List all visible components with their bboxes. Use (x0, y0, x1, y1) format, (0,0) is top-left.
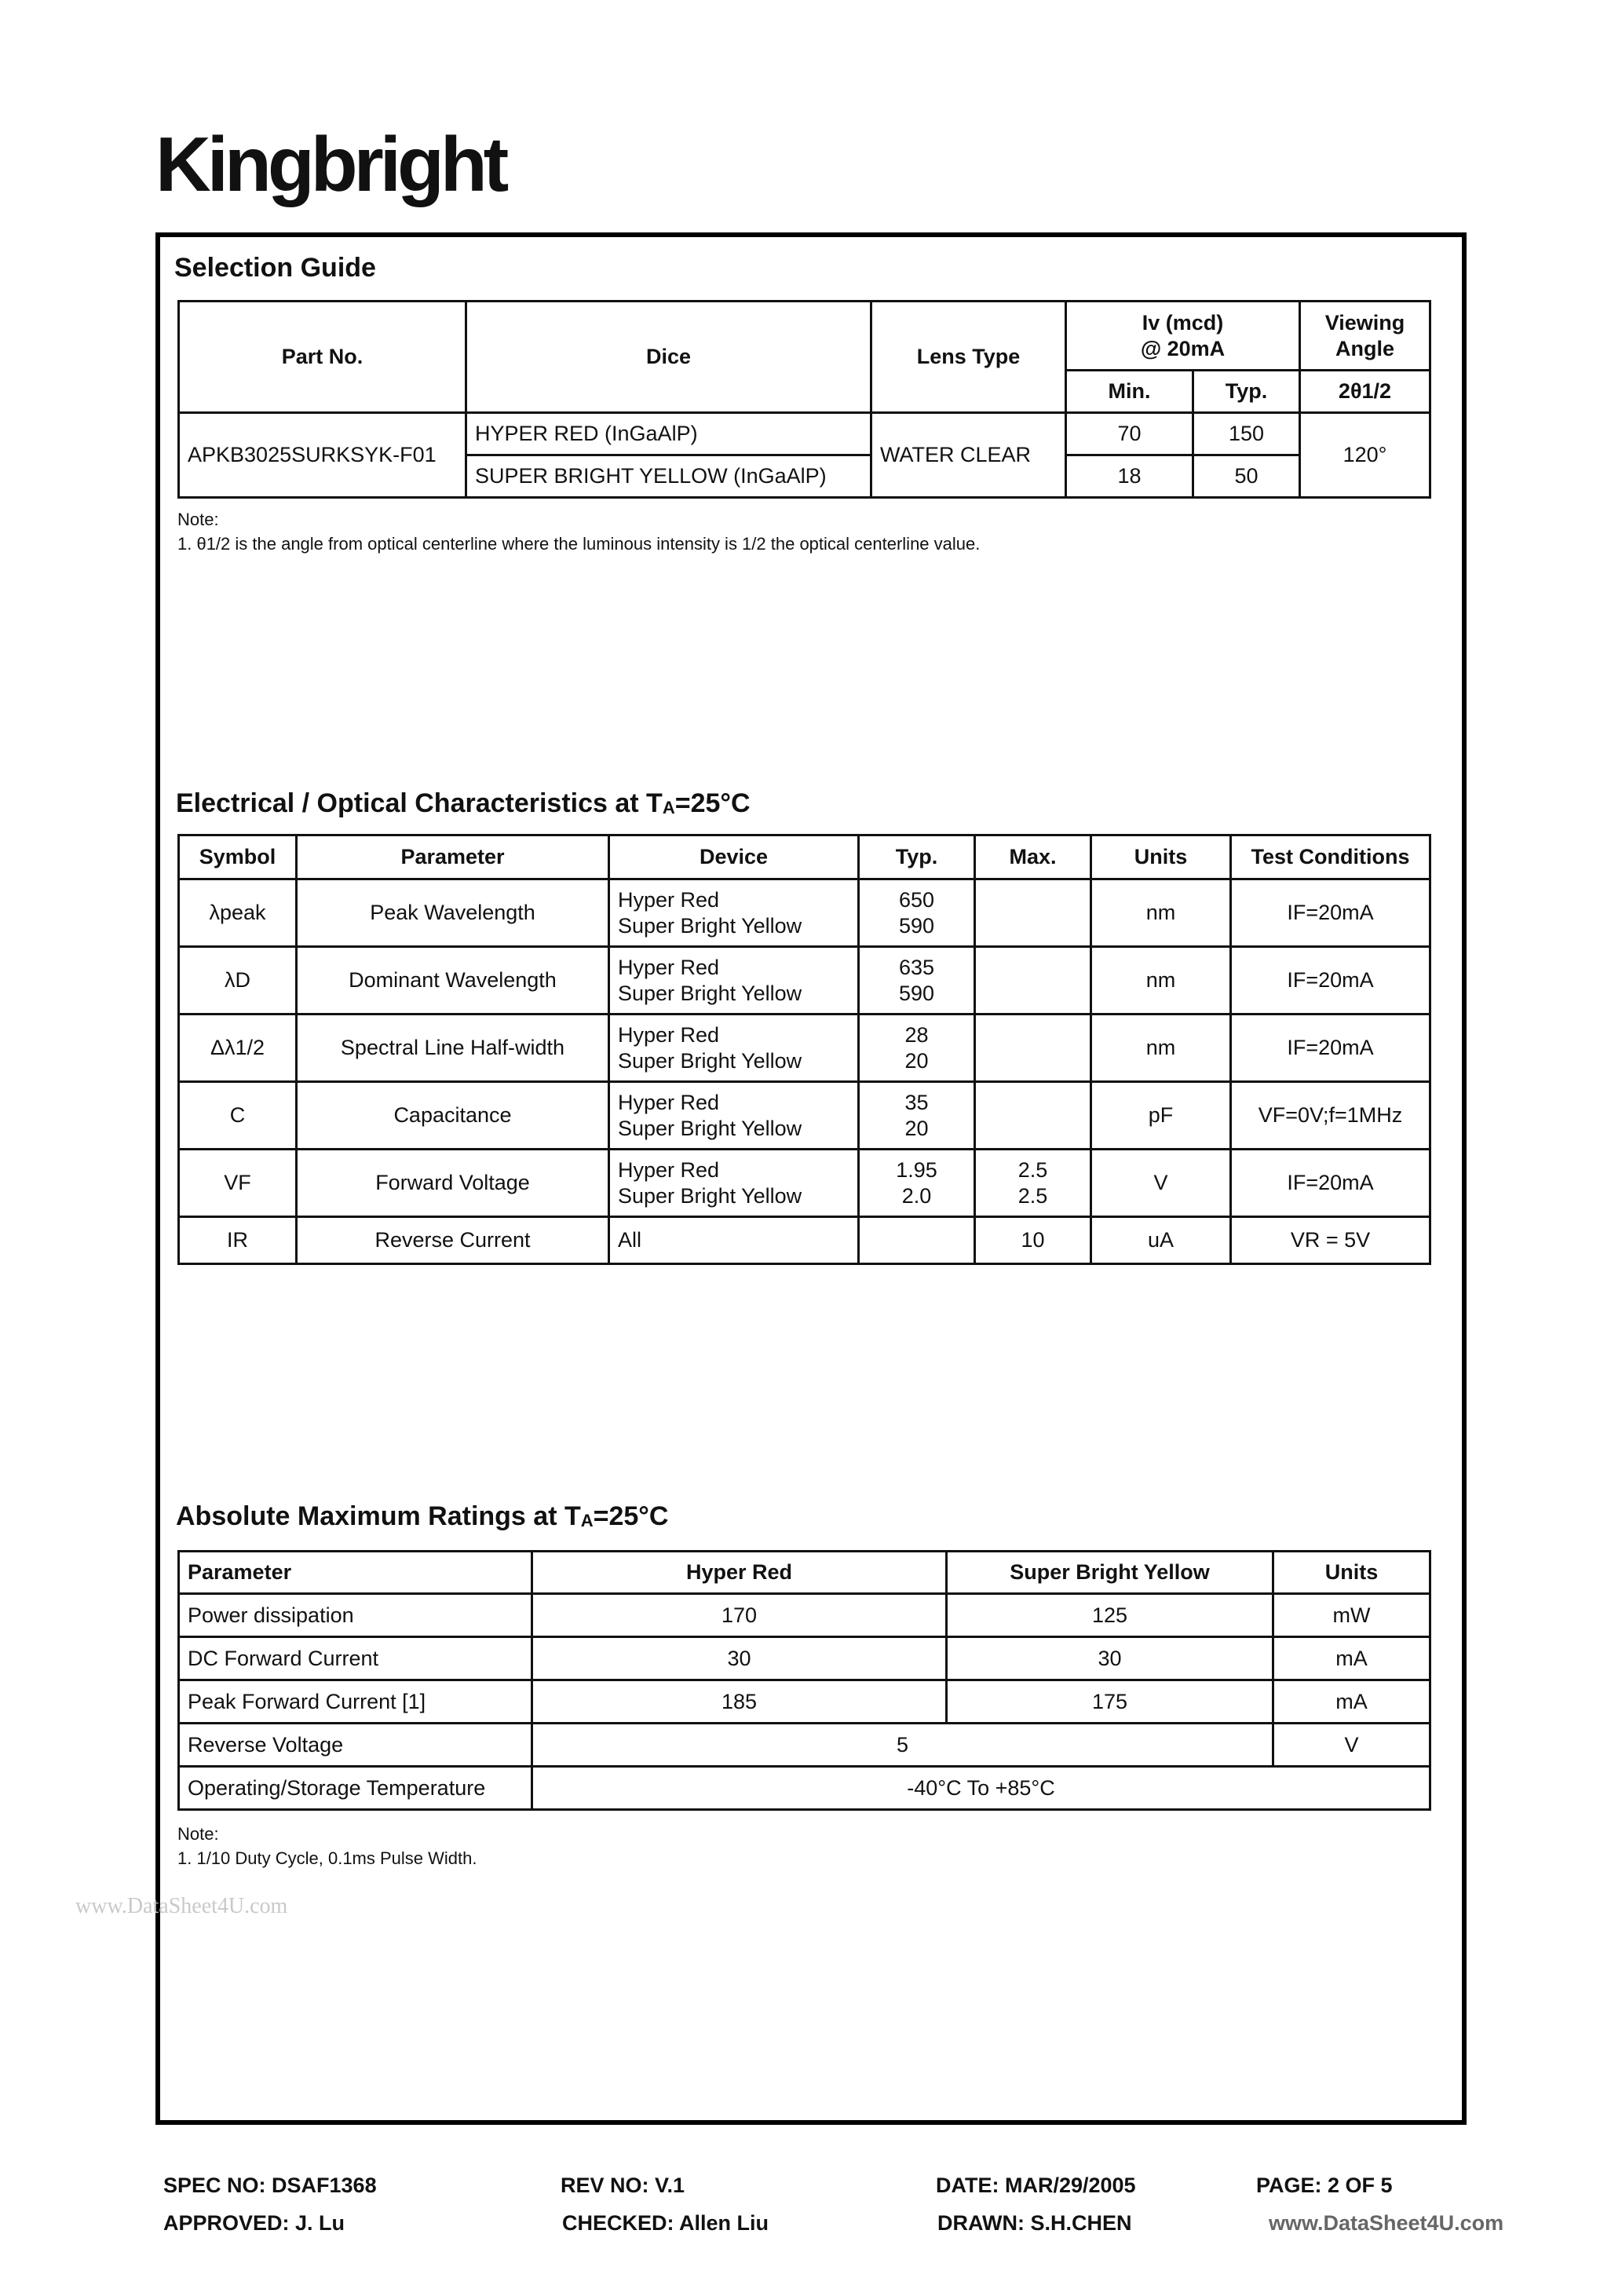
yellow-value-cell: 125 (947, 1594, 1273, 1637)
max-cell: 10 (975, 1217, 1091, 1264)
selection-guide-table (177, 300, 1431, 499)
symbol-cell: IR (179, 1217, 297, 1264)
typ-line: 590 (898, 981, 935, 1005)
device-cell: All (609, 1217, 859, 1264)
header-viewing-angle (1300, 302, 1430, 371)
device-line: Super Bright Yellow (618, 981, 802, 1005)
units-cell: mA (1273, 1637, 1430, 1680)
parameter-cell: Capacitance (297, 1082, 609, 1150)
parameter-cell: Operating/Storage Temperature (179, 1767, 532, 1810)
device-cell (609, 1082, 859, 1150)
header-dice: Dice (466, 302, 871, 413)
header-units: Units (1091, 835, 1231, 879)
symbol-cell: λpeak (179, 879, 297, 947)
typ-cell (859, 1150, 975, 1217)
header-part-no: Part No. (179, 302, 466, 413)
yellow-value-cell: 30 (947, 1637, 1273, 1680)
absolute-title-text: Absolute Maximum Ratings at T (176, 1501, 581, 1531)
table-row (179, 1082, 1430, 1150)
part-number-cell: APKB3025SURKSYK-F01 (179, 413, 466, 498)
date: DATE: MAR/29/2005 (936, 2174, 1136, 2197)
approved-by: APPROVED: J. Lu (163, 2211, 345, 2235)
page-number: PAGE: 2 OF 5 (1256, 2174, 1393, 2197)
units-cell: uA (1091, 1217, 1231, 1264)
condition-cell: IF=20mA (1231, 879, 1430, 947)
condition-cell: VF=0V;f=1MHz (1231, 1082, 1430, 1150)
table-row (179, 947, 1430, 1015)
min-cell: 70 (1066, 413, 1193, 455)
max-cell (975, 1015, 1091, 1082)
company-logo: Kingbright (155, 121, 506, 207)
table-row (179, 1637, 1430, 1680)
table-row (179, 1150, 1430, 1217)
angle-cell: 120° (1300, 413, 1430, 498)
note-text: 1. θ1/2 is the angle from optical centerline where the luminous intensity is 1/2 the optical centerline value. (177, 534, 981, 554)
symbol-cell: Δλ1/2 (179, 1015, 297, 1082)
units-cell: nm (1091, 1015, 1231, 1082)
red-value-cell: 30 (532, 1637, 947, 1680)
units-cell: V (1091, 1150, 1231, 1217)
parameter-cell: DC Forward Current (179, 1637, 532, 1680)
typ-line: 20 (904, 1048, 929, 1073)
red-value-cell: 185 (532, 1680, 947, 1724)
typ-cell (859, 879, 975, 947)
condition-cell: IF=20mA (1231, 1150, 1430, 1217)
typ-cell (859, 1217, 975, 1264)
header-parameter: Parameter (297, 835, 609, 879)
header-viewing: Viewing (1324, 310, 1405, 335)
units-cell: nm (1091, 947, 1231, 1015)
device-line: Super Bright Yellow (618, 1116, 802, 1140)
table-row (179, 1217, 1430, 1264)
header-units: Units (1273, 1552, 1430, 1594)
min-cell: 18 (1066, 455, 1193, 498)
header-iv-label: Iv (mcd) (1142, 310, 1224, 335)
parameter-cell: Forward Voltage (297, 1150, 609, 1217)
table-row (179, 1594, 1430, 1637)
typ-line: 650 (898, 887, 935, 912)
typ-line: 2.0 (901, 1183, 932, 1208)
revision-number: REV NO: V.1 (561, 2174, 685, 2197)
symbol-cell: VF (179, 1150, 297, 1217)
table-row (179, 413, 1430, 455)
device-line: Hyper Red (618, 1090, 720, 1114)
device-line: Super Bright Yellow (618, 1183, 802, 1208)
parameter-cell: Power dissipation (179, 1594, 532, 1637)
parameter-cell: Reverse Current (297, 1217, 609, 1264)
units-cell: mA (1273, 1680, 1430, 1724)
header-angle: Angle (1335, 336, 1394, 360)
max-cell (975, 879, 1091, 947)
absolute-note (177, 1822, 477, 1870)
units-cell: mW (1273, 1594, 1430, 1637)
note-text: 1. 1/10 Duty Cycle, 0.1ms Pulse Width. (177, 1848, 477, 1868)
max-cell (975, 1082, 1091, 1150)
table-row (179, 1015, 1430, 1082)
units-cell: V (1273, 1724, 1430, 1767)
table-row (179, 1724, 1430, 1767)
selection-note (177, 507, 980, 556)
value-cell: -40°C To +85°C (532, 1767, 1430, 1810)
note-label: Note: (177, 1824, 219, 1844)
header-hyper-red: Hyper Red (532, 1552, 947, 1594)
table-row (179, 879, 1430, 947)
yellow-value-cell: 175 (947, 1680, 1273, 1724)
symbol-cell: λD (179, 947, 297, 1015)
device-cell (609, 879, 859, 947)
header-test-conditions: Test Conditions (1231, 835, 1430, 879)
device-line: Hyper Red (618, 1157, 720, 1182)
electrical-title (176, 788, 751, 819)
header-iv (1066, 302, 1300, 371)
typ-line: 20 (904, 1116, 929, 1140)
typ-line: 590 (898, 913, 935, 938)
device-line: Super Bright Yellow (618, 913, 802, 938)
header-parameter: Parameter (179, 1552, 532, 1594)
typ-cell (859, 1015, 975, 1082)
footer-watermark-url: www.DataSheet4U.com (1269, 2211, 1504, 2235)
drawn-by: DRAWN: S.H.CHEN (937, 2211, 1132, 2235)
max-line: 2.5 (1017, 1157, 1048, 1182)
red-value-cell: 170 (532, 1594, 947, 1637)
device-cell (609, 1150, 859, 1217)
header-lens-type: Lens Type (871, 302, 1066, 413)
table-row (179, 1767, 1430, 1810)
absolute-title-sub: A (580, 1511, 594, 1530)
header-symbol: Symbol (179, 835, 297, 879)
condition-cell: IF=20mA (1231, 1015, 1430, 1082)
typ-cell (859, 1082, 975, 1150)
lens-cell: WATER CLEAR (871, 413, 1066, 498)
condition-cell: IF=20mA (1231, 947, 1430, 1015)
header-min: Min. (1066, 371, 1193, 413)
header-typ: Typ. (859, 835, 975, 879)
typ-line: 28 (904, 1022, 929, 1047)
selection-guide-title: Selection Guide (174, 253, 376, 283)
parameter-cell: Dominant Wavelength (297, 947, 609, 1015)
value-cell: 5 (532, 1724, 1273, 1767)
device-line: Hyper Red (618, 955, 720, 979)
header-theta: 2θ1/2 (1300, 371, 1430, 413)
header-super-bright-yellow: Super Bright Yellow (947, 1552, 1273, 1594)
device-cell (609, 947, 859, 1015)
electrical-title-suffix: =25°C (674, 788, 751, 818)
absolute-title-suffix: =25°C (593, 1501, 669, 1531)
max-cell (975, 947, 1091, 1015)
electrical-title-sub: A (662, 798, 675, 817)
dice-cell: SUPER BRIGHT YELLOW (InGaAlP) (466, 455, 871, 498)
typ-line: 1.95 (896, 1157, 937, 1182)
units-cell: nm (1091, 879, 1231, 947)
max-cell (975, 1150, 1091, 1217)
typ-line: 35 (904, 1090, 929, 1114)
device-cell (609, 1015, 859, 1082)
max-line: 2.5 (1017, 1183, 1048, 1208)
header-max: Max. (975, 835, 1091, 879)
typ-cell: 150 (1193, 413, 1300, 455)
spec-number: SPEC NO: DSAF1368 (163, 2174, 377, 2197)
absolute-title (176, 1501, 668, 1532)
absolute-ratings-table (177, 1550, 1431, 1811)
parameter-cell: Peak Forward Current [1] (179, 1680, 532, 1724)
header-typ: Typ. (1193, 371, 1300, 413)
condition-cell: VR = 5V (1231, 1217, 1430, 1264)
dice-cell: HYPER RED (InGaAlP) (466, 413, 871, 455)
typ-cell (859, 947, 975, 1015)
watermark: www.DataSheet4U.com (75, 1894, 288, 1918)
parameter-cell: Peak Wavelength (297, 879, 609, 947)
table-row (179, 1680, 1430, 1724)
typ-line: 635 (898, 955, 935, 979)
device-line: Hyper Red (618, 887, 720, 912)
units-cell: pF (1091, 1082, 1231, 1150)
device-line: Hyper Red (618, 1022, 720, 1047)
checked-by: CHECKED: Allen Liu (562, 2211, 769, 2235)
parameter-cell: Spectral Line Half-width (297, 1015, 609, 1082)
device-line: Super Bright Yellow (618, 1048, 802, 1073)
electrical-title-text: Electrical / Optical Characteristics at T (176, 788, 663, 818)
symbol-cell: C (179, 1082, 297, 1150)
note-label: Note: (177, 510, 219, 529)
header-iv-condition: @ 20mA (1140, 336, 1226, 360)
electrical-table (177, 834, 1431, 1265)
header-device: Device (609, 835, 859, 879)
parameter-cell: Reverse Voltage (179, 1724, 532, 1767)
typ-cell: 50 (1193, 455, 1300, 498)
